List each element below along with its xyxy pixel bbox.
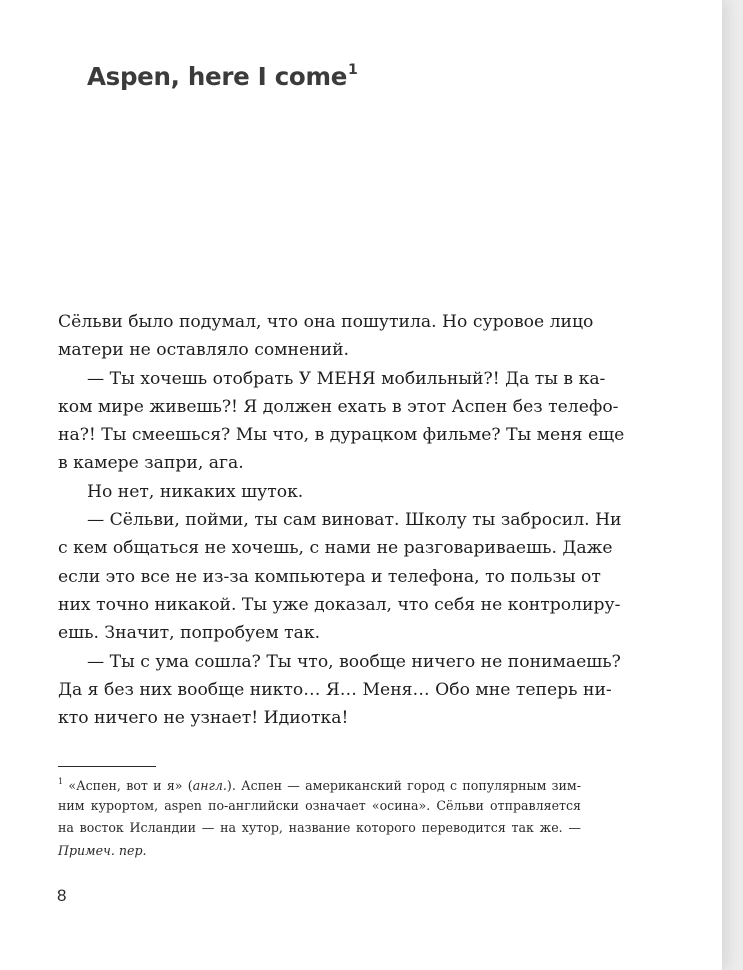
footnote-mark: 1 bbox=[58, 777, 64, 786]
body-line: Да я без них вообще никто… Я… Меня… Обо мне теперь ни- bbox=[58, 679, 612, 700]
footnote-text: «Аспен, вот и я» ( bbox=[63, 778, 193, 794]
body-line: — Ты хочешь отобрать У МЕНЯ мобильный?! Да ты в ка- bbox=[87, 368, 606, 389]
body-line: кто ничего не узнает! Идиотка! bbox=[58, 708, 349, 729]
body-line: них точно никакой. Ты уже доказал, что себя не контролиру- bbox=[58, 594, 621, 615]
footnote-language-note: англ. bbox=[192, 778, 227, 794]
body-line: ешь. Значит, попробуем так. bbox=[58, 623, 321, 644]
footnote-line: на восток Исландии — на хутор, название которого переводится так же. — bbox=[58, 820, 581, 835]
footnote-line bbox=[58, 772, 581, 795]
body-line: — Ты с ума сошла? Ты что, вообще ничего не понимаешь? bbox=[87, 651, 621, 672]
body-line: на?! Ты смеешься? Мы что, в дурацком фильме? Ты меня еще bbox=[58, 425, 625, 446]
body-line: — Сёльви, пойми, ты сам виноват. Школу ты забросил. Ни bbox=[87, 510, 622, 531]
body-line: Но нет, никаких шуток. bbox=[87, 481, 304, 502]
chapter-title bbox=[87, 62, 357, 91]
body-line: с кем общаться не хочешь, с нами не разговариваешь. Даже bbox=[58, 538, 613, 559]
footnote-line: ним курортом, aspen по-английски означает «осина». Сёльви отправляется bbox=[58, 797, 581, 813]
footnote-translator-note: Примеч. пер. bbox=[58, 842, 147, 858]
body-line: если это все не из-за компьютера и телефона, то пользы от bbox=[58, 566, 601, 587]
page-number: 8 bbox=[57, 886, 67, 905]
chapter-title-text: Aspen, here I come bbox=[87, 62, 348, 91]
footnote bbox=[58, 772, 581, 862]
body-line: матери не оставляло сомнений. bbox=[58, 340, 350, 361]
body-text bbox=[58, 308, 625, 732]
footnote-text: ). Аспен — американский город с популярным зим- bbox=[226, 778, 581, 794]
footnote-divider bbox=[58, 766, 156, 767]
body-line: Сёльви было подумал, что она пошутила. Но суровое лицо bbox=[58, 312, 594, 332]
body-line: в камере запри, ага. bbox=[58, 453, 244, 474]
body-line: ком мире живешь?! Я должен ехать в этот Аспен без телефо- bbox=[58, 396, 619, 417]
chapter-title-footnote-mark: 1 bbox=[348, 61, 358, 78]
